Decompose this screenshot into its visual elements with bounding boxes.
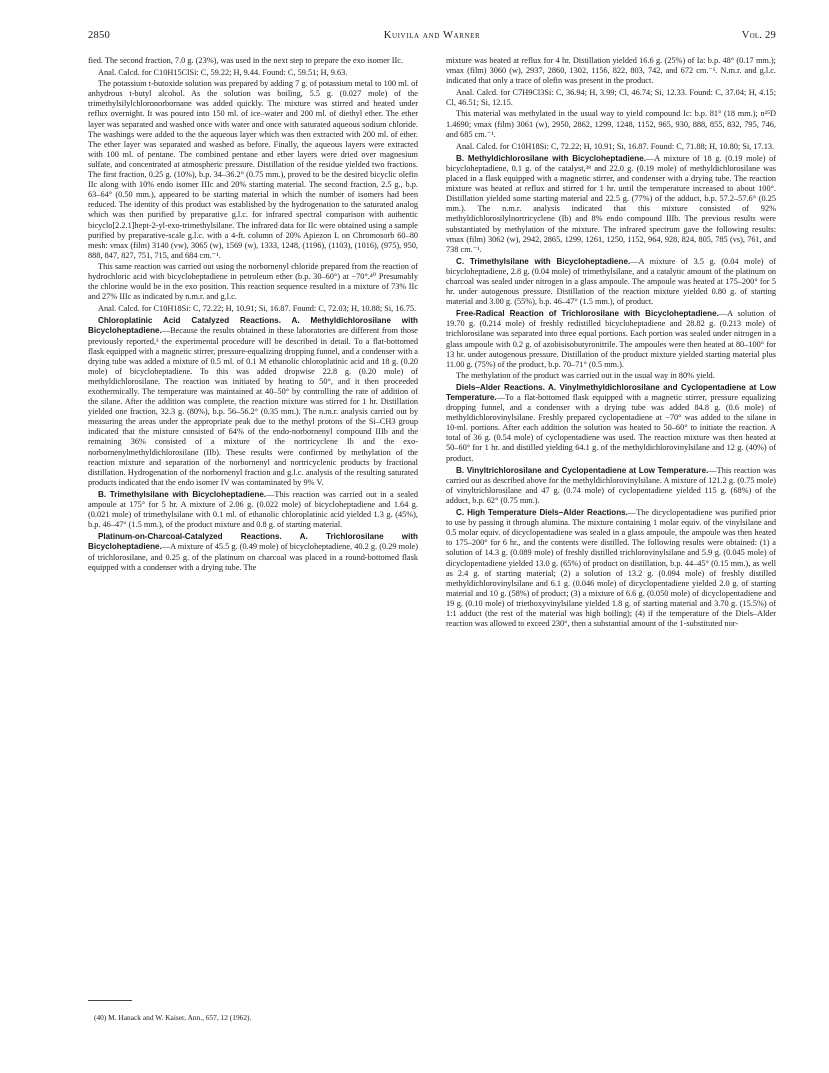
section-paragraph — [88, 532, 418, 572]
section-heading: C. High Temperature Diels–Alder Reactions. — [456, 508, 628, 518]
paragraph-text: —The dicyclopentadiene was purified prior to use by passing it through alumina. The mixture containing 1 molar equiv. of the vinylsilane and 0.5 molar equiv. of dicyclopentadiene was sealed in a glass ampoule, the ampoule was then heated to 175–200° for 6 hr., and the contents were distilled. The following results were obtained: (1) a solution of 14.3 g. (0.089 mole) of freshly distilled trichlorovinylsilane and 5.9 g. (0.045 mole) of dicyclopentadiene yielded 13.0 g. (65%) of product on distillation, b.p. 44–45° (0.15 mm.), as well as 2.4 g. of starting material; (2) a solution of 13.2 g. (0.094 mole) of freshly distilled methyldichlorovinylsilane and 6.1 g. (0.046 mole) of dicyclopentadiene yielded 2.0 g. of starting material and 10 g. (58%) of product; (3) a mixture of 6.6 g. (0.050 mole) of dicyclopentadiene and 19 g. (0.10 mole) of triethoxyvinylsilane yielded 1.8 g. of starting material and 3.70 g. (15.5%) of 1:1 adduct (the rest of the material was high boiling); (4) if the temperature of the Diels–Alder reaction was allowed to exceed 230°, then a substantial amount of the 1-substituted nor- — [446, 508, 776, 629]
paragraph-text: —A mixture of 18 g. (0.19 mole) of bicycloheptadiene, 0.1 g. of the catalyst,³⁸ and 22.0 g. (0.19 mole) of methyldichlorosilane was placed in a flask equipped with a magnetic stirrer, and condenser with a drying tube. The reaction mixture was heated at reflux and stirred for 1 hr. until the temperature increased to about 100°. Distillation yielded some starting material and 22.5 g. (77%) of the adduct, b.p. 57.2–57.6° (0.25 mm.). The n.m.r. analysis indicated that this mixture consisted of 92% methyldichlorosilylnortricyclene (Ib) and 8% endo compound IIIb. The previous results were substantiated by methylation of the mixture. The infrared spectrum gave the following results: νmax (film) 3062 (w), 2942, 2865, 1299, 1261, 1250, 1152, 964, 928, 824, 805, 785 (vs), 761, and 738 cm.⁻¹. — [446, 153, 776, 254]
analysis-line: Anal. Calcd. for C10H18Si: C, 72.22; H, 10.91; Si, 16.87. Found: C, 72.03; H, 10.88; Si, 16.75. — [98, 304, 417, 314]
body-paragraph: This material was methylated in the usual way to yield compound Ic: b.p. 81° (18 mm.); n²⁵D 1.4690; νmax (film) 3061 (w), 2950, 2862, 1299, 1248, 1152, 965, 930, 888, 855, 832, 795, 746, and 685 cm.⁻¹. — [446, 109, 776, 139]
running-header — [88, 30, 776, 44]
analysis-line: Anal. Calcd. for C7H9Cl3Si: C, 36.94; H, 3.99; Cl, 46.74; Si, 12.33. Found: C, 37.04; H, 4.15; Cl, 46.51; Si, 12.15. — [446, 88, 776, 108]
analysis-line: Anal. Calcd. for C10H18Si: C, 72.22; H, 10.91; Si, 16.87. Found: C, 71.88; H, 10.80; Si, 17.13. — [456, 141, 775, 151]
section-paragraph — [446, 466, 776, 506]
section-paragraph — [446, 309, 776, 370]
footnote: (40) M. Hanack and W. Kaiser, Ann., 657, 12 (1962). — [94, 1013, 252, 1022]
section-heading: B. Vinyltrichlorosilane and Cyclopentadiene at Low Temperature. — [456, 465, 709, 475]
paragraph-text: —Because the results obtained in these laboratories are different from those previously reported,³ the experimental procedure will be described in detail. To a flat-bottomed flask equipped with a magnetic stirrer, pressure-equalizing dropping funnel, and a condenser with a drying tube was added a mixture of 0.5 ml. of 0.1 M ethanolic chloroplatinic acid and 18 g. (0.20 mole) of bicycloheptadiene. To this was added dropwise 22.8 g. (0.20 mole) of methyldichlorosilane. The reaction was initiated by heating to 50°, and it then proceeded exothermically. The temperature was maintained at 40–50° by controlling the rate of addition of the silane. After the addition was complete, the reaction mixture was stirred for 1 hr. Distillation yielded one fraction, 32.3 g. (80%), b.p. 56–56.2° (0.35 mm.). The n.m.r. analysis carried out by measuring the areas under the appropriate peak due to the methyl protons of the Si–CH3 group indicated that the mixture consisted of 64% of the endo-norbornenyl compound IIIb and the remaining 36% consisted of a mixture of the nortricyclene Ib and the exo-norbornenylmethyldichlorosilane (IIb). These results were confirmed by methylation of the reaction mixture and separation of the norbornenyl and nortricyclenic products by fractional distillation. Hydrogenation of the norbornenyl fraction and g.l.c. analysis of the resulting saturated products indicated that the endo isomer IV was contaminated by 9% V. — [88, 326, 418, 487]
section-paragraph — [446, 154, 776, 255]
body-paragraph: fied. The second fraction, 7.0 g. (23%), was used in the next step to prepare the exo isomer IIc. — [88, 56, 404, 65]
section-heading: B. Methyldichlorosilane with Bicycloheptadiene. — [456, 153, 646, 163]
section-paragraph — [88, 490, 418, 530]
section-paragraph — [88, 316, 418, 488]
section-heading: Free-Radical Reaction of Trichlorosilane with Bicycloheptadiene. — [456, 309, 719, 319]
body-paragraph: mixture was heated at reflux for 4 hr. Distillation yielded 16.6 g. (25%) of Ia: b.p. 48° (0.17 mm.); νmax (film) 3060 (w), 2937, 2860, 1302, 1156, 822, 803, 742, and 672 cm.⁻¹. N.m.r. and g.l.c. indicated that only a trace of olefin was present in the product. — [446, 56, 776, 86]
left-column — [88, 56, 418, 573]
paragraph-text: —This reaction was carried out in a sealed ampoule at 175° for 5 hr. A mixture of 2.06 g. (0.022 mole) of bicycloheptadiene and 1.64 g. (0.021 mole) of trimethylsilane with 0.1 ml. of ethanolic chloroplatinic acid yielded 1.3 g. (45%), b.p. 46–47° (1.5 mm.), of the product mixture and 0.8 g. of starting material. — [88, 489, 419, 530]
body-paragraph: The potassium t-butoxide solution was prepared by adding 7 g. of potassium metal to 100 ml. of anhydrous t-butyl alcohol. As the solution was boiling, 5.5 g. (0.027 mole) of the trimethylsilylchloronorbornane was added quickly. The mixture was stirred and heated under reflux overnight. It was poured into 150 ml. of ice–water and 200 ml. of diethyl ether. The ether layer was separated and washed once with water and once with saturated aqueous sodium chloride. The washings were added to the the aqueous layer which was then extracted with 200 ml. of ether. The ether layer was separated and washed as before. Finally, the aqueous layers were extracted with 100 ml. of pentane. The combined pentane and ether layers were dried over magnesium sulfate, and concentrated at atmospheric pressure. Distillation of the residue yielded two fractions. The first fraction, 0.25 g. (10%), b.p. 34–36.2° (0.75 mm.), proved to be the desired bicyclic olefin IIc along with 10% endo isomer IIIc and 20% starting material. The second fraction, 2.5 g., b.p. 63–64° (0.50 mm.), appeared to be starting material in which the number of isomers had been reduced. The identity of this product was established by the hydrogenation to the saturated analog which was then purified by preparative g.l.c. for infrared spectral comparison with authentic bicyclo[2.2.1]hept-2-yl-exo-trimethylsilane. The infrared data for IIc were obtained using a sample purified by preparative-scale g.l.c. with a 4-ft. column of 20% Apiezon L on Chromosorb 60–80 mesh: νmax (film) 3140 (vw), 3065 (w), 1569 (w), 1333, 1248, (1196), (1103), (1016), (975), 950, 888, 847, 827, 751, 715, and 684 cm.⁻¹. — [88, 79, 418, 260]
paragraph-text: —A solution of 19.70 g. (0.214 mole) of freshly redistilled bicycloheptadiene and 28.82 g. (0.213 mole) of trichlorosilane was separated into three equal portions. Each portion was sealed under nitrogen in a glass ampoule with 0.2 g. of azobisisobutyronitrile. The ampoules were then heated at 80–100° for 13 hr. under autogenous pressure. Distillation of the product mixture yielded starting material plus 11.00 g. (75%) of the product, b.p. 70–71° (0.5 mm.). — [446, 309, 776, 369]
footnote-rule — [88, 1000, 132, 1001]
paragraph-text: —A mixture of 45.5 g. (0.49 mole) of bicycloheptadiene, 40.2 g. (0.29 mole) of trichlorosilane, and 0.25 g. of the platinum on charcoal was placed in a round-bottomed flask equipped with a condenser with a drying tube. The — [88, 542, 418, 572]
section-paragraph — [446, 383, 776, 464]
paragraph-text: —A mixture of 3.5 g. (0.04 mole) of bicycloheptadiene, 2.8 g. (0.04 mole) of trimethylsilane, and a catalytic amount of the platinum on charcoal was sealed under nitrogen in a glass ampoule. The ampoule was heated at 175–200° for 5 hr. under autogenous pressure. Distillation of the reaction mixture yielded 0.80 g. of starting material and 3.00 g. (55%), b.p. 46–47° (1.5 mm.), of product. — [446, 256, 777, 307]
paragraph-text: —This reaction was carried out as described above for the methyldichlorovinylsilane. A mixture of 121.2 g. (0.75 mole) of vinyltrichlorosilane and 47 g. (0.74 mole) of cyclopentadiene yielded 115 g. (68%) of the adduct, b.p. 62° (0.75 mm.). — [446, 465, 776, 505]
running-title: Kuivila and Warner — [383, 30, 481, 41]
body-paragraph: The methylation of the product was carried out in the usual way in 80% yield. — [456, 370, 715, 380]
volume-label: Vol. 29 — [741, 30, 776, 41]
paragraph-text: —To a flat-bottomed flask equipped with a magnetic stirrer, pressure equalizing dropping funnel, and a condenser with a drying tube was added 84.8 g. (0.6 mole) of methyldichlorovinylsilane. Freshly prepared cyclopentadiene at −70° was added to the silane in 10-ml. portions. After each addition the solution was heated to 50–60° to initiate the reaction. A total of 36 g. (0.54 mole) of cyclopentadiene was used. The reaction mixture was then heated at 50–60° for 1 hr. and distilled yielding 64.1 g. of the methyldichlorovinylsilane and 12 g. (40%) of product. — [446, 393, 776, 463]
section-heading: Platinum-on-Charcoal-Catalyzed Reactions. A. Trichlorosilane with Bicycloheptadiene. — [88, 532, 418, 552]
right-column — [446, 56, 776, 629]
section-heading: Diels–Alder Reactions. A. Vinylmethyldichlorosilane and Cyclopentadiene at Low Temperature. — [446, 382, 776, 402]
section-heading: Chloroplatinic Acid Catalyzed Reactions. A. Methyldichlorosilane with Bicycloheptadiene. — [88, 316, 418, 336]
page-number: 2850 — [88, 30, 110, 41]
section-heading: C. Trimethylsilane with Bicycloheptadiene. — [456, 256, 631, 266]
body-paragraph: This same reaction was carried out using the norbornenyl chloride prepared from the reaction of hydrochloric acid with bicycloheptadiene in petroleum ether (b.p. 30–60°) at −70°.⁴⁰ Presumably the chlorine would be in the exo position. This reaction sequence resulted in a mixture of 73% IIc and 27% IIIc as indicated by n.m.r. and g.l.c. — [88, 261, 418, 302]
section-paragraph — [446, 257, 776, 307]
section-paragraph — [446, 508, 776, 629]
analysis-line: Anal. Calcd. for C10H15ClSi: C, 59.22; H, 9.44. Found: C, 59.51; H, 9.63. — [98, 68, 348, 78]
section-heading: B. Trimethylsilane with Bicycloheptadiene. — [98, 489, 267, 499]
